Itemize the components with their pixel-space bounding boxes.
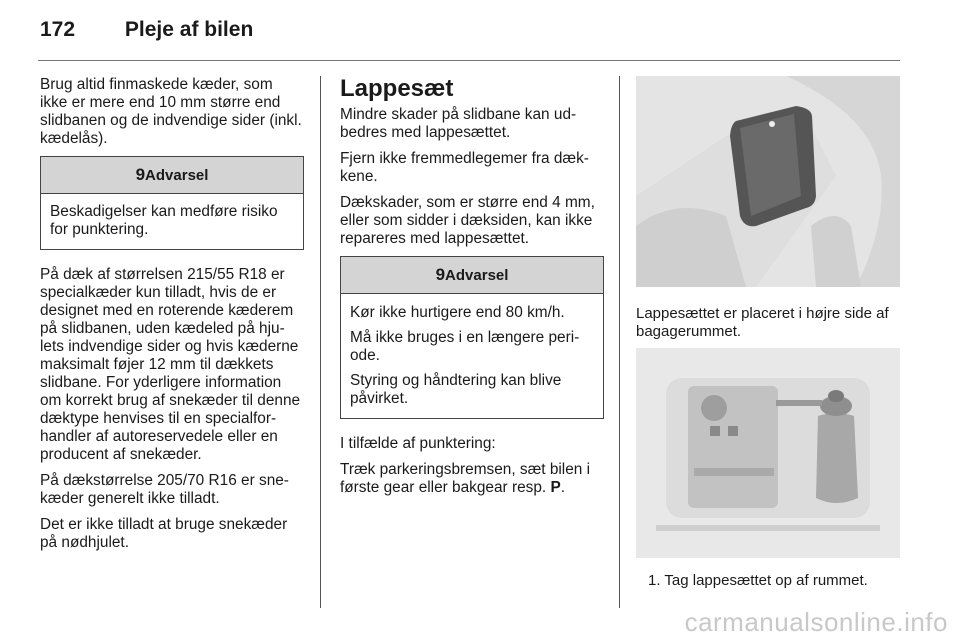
warning-icon: 9	[135, 165, 146, 184]
warning-icon: 9	[435, 265, 446, 284]
warning-body	[41, 194, 303, 249]
warning-title: Advarsel	[445, 267, 509, 284]
warning-header	[41, 157, 303, 194]
section-title: Lappesæt	[340, 75, 454, 102]
step-1: 1. Tag lappesættet op af rummet.	[648, 572, 868, 589]
page-header	[40, 18, 253, 42]
repair-kit-illustration	[636, 348, 900, 558]
warning-line: Må ikke bruges i en længere peri-ode.	[350, 329, 580, 364]
column-divider-2	[619, 76, 620, 608]
parking-brake-text: Træk parkeringsbremsen, sæt bilen i første gear eller bakgear resp.	[340, 461, 591, 496]
intro-paragraph: Brug altid finmaskede kæder, som ikke er mere end 10 mm større end slidbanen og de indvendige sider (inkl. kædelås).	[40, 76, 302, 147]
header-rule	[38, 60, 900, 61]
warning-header	[341, 257, 603, 294]
trunk-illustration	[636, 76, 900, 287]
warning-box	[340, 256, 604, 419]
column-1	[40, 76, 304, 560]
warning-box	[40, 156, 304, 250]
parking-brake-paragraph	[340, 461, 604, 497]
tire-size-205-paragraph: På dækstørrelse 205/70 R16 er sne-kæder generelt ikke tilladt.	[40, 472, 289, 507]
gear-p: P	[550, 479, 561, 496]
column-2	[340, 76, 604, 505]
warning-body	[341, 294, 603, 418]
watermark: carmanualsonline.info	[684, 607, 948, 637]
warning-text: Beskadigelser kan medføre risiko for punktering.	[50, 203, 278, 238]
page-number: 172	[40, 18, 76, 41]
column-divider-1	[320, 76, 321, 608]
trunk-caption: Lappesættet er placeret i højre side af bagagerummet.	[636, 305, 889, 340]
spare-wheel-paragraph: Det er ikke tilladt at bruge snekæder på nødhjulet.	[40, 516, 288, 551]
puncture-paragraph: I tilfælde af punktering:	[340, 435, 496, 452]
parking-brake-end: .	[560, 479, 565, 496]
page-title: Pleje af bilen	[124, 18, 254, 41]
warning-line: Styring og håndtering kan blive påvirket.	[350, 372, 562, 407]
tire-size-paragraph: På dæk af størrelsen 215/55 R18 er specialkæder kun tilladt, hvis de er designet med en roterende kæderem på slidbanen, uden kædeled på hju-lets indvendige sider og hvis kæderne maksimalt føjer 12 mm til dækkets slidbane. For yderligere information om korrekt brug af snekæder til denne dæktype henvises til en specialfor-handler af autoreservedele eller en producent af snekæder.	[40, 266, 301, 463]
repair-paragraph-3: Dækskader, som er større end 4 mm, eller som sidder i dæksiden, kan ikke repareres med lappesættet.	[340, 194, 595, 247]
repair-paragraph-1: Mindre skader på slidbane kan ud-bedres med lappesættet.	[340, 106, 577, 141]
warning-title: Advarsel	[145, 167, 209, 184]
repair-kit-photo	[636, 348, 900, 558]
trunk-photo	[636, 76, 900, 287]
warning-line: Kør ikke hurtigere end 80 km/h.	[350, 304, 565, 321]
repair-paragraph-2: Fjern ikke fremmedlegemer fra dæk-kene.	[340, 150, 589, 185]
